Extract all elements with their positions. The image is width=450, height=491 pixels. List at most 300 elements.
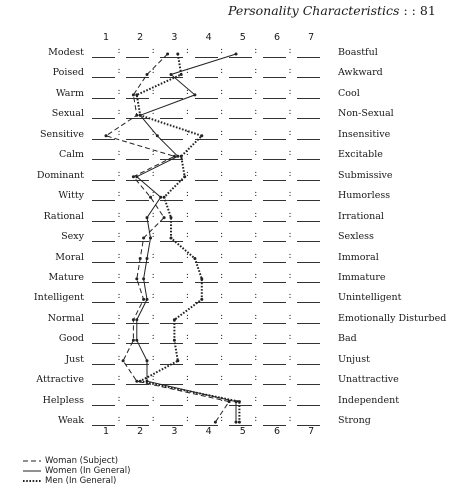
rating-blank[interactable] (92, 159, 115, 160)
scale-colon: : (254, 270, 258, 281)
rating-blank[interactable] (263, 98, 286, 99)
scale-colon: : (288, 373, 292, 384)
rating-blank[interactable] (92, 282, 115, 283)
rating-blank[interactable] (263, 384, 286, 385)
rating-blank[interactable] (92, 323, 115, 324)
rating-blank[interactable] (195, 323, 218, 324)
trait-left-label: Normal (47, 312, 84, 324)
rating-blank[interactable] (92, 262, 115, 263)
rating-blank[interactable] (263, 262, 286, 263)
scale-colon: : (254, 332, 258, 343)
scale-numbers-top (0, 32, 450, 46)
trait-left-label: Rational (43, 210, 84, 222)
scale-colon: : (220, 352, 224, 363)
rating-blank[interactable] (297, 118, 320, 119)
scale-colon: : (254, 393, 258, 404)
scale-colon: : (185, 107, 189, 118)
page-number: 81 (419, 3, 436, 18)
scale-colon: : (151, 352, 155, 363)
scale-colon: : (288, 46, 292, 56)
scale-colon: : (151, 46, 155, 56)
trait-left-label: Sensitive (39, 128, 84, 140)
scale-colon: : (220, 230, 224, 241)
trait-right-label: Unattractive (338, 374, 399, 386)
rating-blank[interactable] (160, 364, 183, 365)
rating-blank[interactable] (160, 282, 183, 283)
rating-blank[interactable] (263, 282, 286, 283)
trait-left-label: Sexual (51, 108, 84, 120)
scale-colon: : (254, 209, 258, 220)
scale-colon: : (151, 373, 155, 384)
rating-blank[interactable] (297, 241, 320, 242)
scale-colon: : (288, 270, 292, 281)
page-header (228, 3, 436, 18)
scale-colon: : (117, 189, 121, 200)
rating-blank[interactable] (160, 302, 183, 303)
scale-colon: : (254, 352, 258, 363)
rating-blank[interactable] (126, 384, 149, 385)
scale-colon: : (288, 414, 292, 425)
scale-colon: : (117, 107, 121, 118)
rating-blank[interactable] (92, 221, 115, 222)
trait-right-label: Awkward (338, 67, 383, 79)
rating-blank[interactable] (160, 221, 183, 222)
rating-blank[interactable] (263, 302, 286, 303)
rating-blank[interactable] (195, 221, 218, 222)
trait-left-label: Dominant (36, 169, 84, 181)
rating-blank[interactable] (195, 343, 218, 344)
rating-blank[interactable] (297, 180, 320, 181)
rating-blank[interactable] (229, 118, 252, 119)
rating-blank[interactable] (160, 77, 183, 78)
rating-blank[interactable] (263, 241, 286, 242)
scale-colon: : (220, 291, 224, 302)
scale-number: 3 (171, 32, 178, 43)
trait-right-label: Unintelligent (338, 292, 402, 304)
scale-colon: : (220, 311, 224, 322)
scale-colon: : (220, 373, 224, 384)
scale-number: 6 (273, 32, 281, 43)
rating-blank[interactable] (297, 221, 320, 222)
scale-colon: : (151, 86, 155, 97)
rating-blank[interactable] (160, 323, 183, 324)
scale-colon: : (185, 86, 189, 97)
rating-blank[interactable] (297, 159, 320, 160)
rating-blank[interactable] (126, 180, 149, 181)
scale-number: 6 (273, 426, 281, 437)
rating-blank[interactable] (160, 159, 183, 160)
trait-right-label: Emotionally Disturbed (338, 312, 447, 324)
rating-blank[interactable] (126, 57, 149, 58)
rating-blank[interactable] (229, 241, 252, 242)
scale-colon: : (151, 393, 155, 404)
trait-row (0, 47, 450, 61)
rating-blank[interactable] (126, 118, 149, 119)
trait-left-label: Modest (48, 47, 84, 58)
trait-right-label: Boastful (338, 47, 378, 58)
rating-blank[interactable] (160, 57, 183, 58)
trait-row (0, 272, 450, 286)
rating-blank[interactable] (229, 323, 252, 324)
rating-blank[interactable] (297, 323, 320, 324)
rating-blank[interactable] (229, 302, 252, 303)
rating-blank[interactable] (195, 282, 218, 283)
scale-number: 7 (308, 32, 315, 43)
scale-colon: : (151, 148, 155, 159)
rating-blank[interactable] (229, 159, 252, 160)
rating-blank[interactable] (126, 282, 149, 283)
trait-row (0, 67, 450, 81)
rating-blank[interactable] (229, 262, 252, 263)
rating-blank[interactable] (229, 200, 252, 201)
rating-blank[interactable] (229, 139, 252, 140)
rating-blank[interactable] (263, 77, 286, 78)
trait-right-label: Independent (338, 394, 400, 406)
trait-right-label: Cool (338, 87, 360, 99)
scale-colon: : (220, 66, 224, 77)
scale-colon: : (117, 393, 121, 404)
scale-colon: : (117, 311, 121, 322)
trait-row (0, 313, 450, 327)
scale-colon: : (117, 270, 121, 281)
rating-blank[interactable] (92, 405, 115, 406)
rating-blank[interactable] (126, 364, 149, 365)
scale-colon: : (254, 148, 258, 159)
scale-numbers-bottom (0, 426, 450, 440)
scale-colon: : (117, 86, 121, 97)
scale-colon: : (117, 332, 121, 343)
rating-blank[interactable] (92, 241, 115, 242)
scale-colon: : (288, 127, 292, 138)
trait-left-label: Weak (57, 415, 84, 427)
scale-colon: : (151, 270, 155, 281)
scale-colon: : (254, 414, 258, 425)
rating-blank[interactable] (297, 405, 320, 406)
rating-blank[interactable] (195, 159, 218, 160)
rating-blank[interactable] (126, 77, 149, 78)
scale-colon: : (151, 230, 155, 241)
scale-colon: : (288, 189, 292, 200)
rating-blank[interactable] (160, 343, 183, 344)
rating-blank[interactable] (297, 57, 320, 58)
rating-blank[interactable] (195, 384, 218, 385)
scale-number: 3 (171, 426, 178, 437)
rating-blank[interactable] (126, 221, 149, 222)
scale-colon: : (185, 189, 189, 200)
rating-blank[interactable] (92, 384, 115, 385)
scale-colon: : (220, 46, 224, 56)
legend-swatch (22, 468, 42, 474)
trait-right-label: Excitable (338, 149, 383, 161)
scale-colon: : (220, 414, 224, 425)
scale-number: 5 (239, 426, 246, 437)
rating-blank[interactable] (92, 343, 115, 344)
rating-blank[interactable] (229, 180, 252, 181)
scale-colon: : (288, 148, 292, 159)
trait-left-label: Witty (58, 190, 84, 202)
trait-left-label: Good (58, 333, 84, 345)
scale-colon: : (220, 127, 224, 138)
scale-colon: : (254, 250, 258, 261)
rating-blank[interactable] (263, 200, 286, 201)
rating-blank[interactable] (126, 405, 149, 406)
scale-colon: : (151, 311, 155, 322)
trait-row (0, 354, 450, 368)
scale-number: 1 (102, 32, 110, 43)
trait-right-label: Strong (338, 415, 371, 427)
scale-colon: : (254, 86, 258, 97)
rating-blank[interactable] (195, 364, 218, 365)
rating-blank[interactable] (195, 302, 218, 303)
scale-colon: : (220, 107, 224, 118)
scale-colon: : (117, 148, 121, 159)
rating-blank[interactable] (297, 384, 320, 385)
scale-colon: : (254, 107, 258, 118)
scale-colon: : (117, 127, 121, 138)
scale-colon: : (185, 127, 189, 138)
scale-colon: : (288, 393, 292, 404)
rating-blank[interactable] (263, 57, 286, 58)
scale-number: 4 (205, 426, 212, 437)
trait-right-label: Immoral (338, 251, 379, 263)
trait-row (0, 190, 450, 204)
scale-colon: : (185, 148, 189, 159)
scale-colon: : (185, 393, 189, 404)
scale-colon: : (117, 414, 121, 425)
rating-blank[interactable] (92, 302, 115, 303)
rating-blank[interactable] (160, 241, 183, 242)
trait-right-label: Insensitive (338, 128, 391, 140)
scale-colon: : (185, 168, 189, 179)
scale-colon: : (254, 46, 258, 56)
scale-colon: : (117, 46, 121, 56)
rating-blank[interactable] (297, 343, 320, 344)
rating-blank[interactable] (160, 139, 183, 140)
scale-colon: : (254, 168, 258, 179)
trait-left-label: Mature (48, 271, 84, 283)
rating-blank[interactable] (160, 118, 183, 119)
trait-row (0, 129, 450, 143)
rating-blank[interactable] (160, 384, 183, 385)
scale-colon: : (288, 230, 292, 241)
legend-item (22, 456, 130, 466)
rating-blank[interactable] (195, 57, 218, 58)
trait-right-label: Irrational (338, 210, 384, 222)
legend-label: Men (In General) (45, 476, 117, 486)
rating-blank[interactable] (229, 282, 252, 283)
scale-colon: : (151, 189, 155, 200)
trait-left-label: Sexy (61, 231, 84, 243)
rating-blank[interactable] (263, 221, 286, 222)
rating-blank[interactable] (126, 200, 149, 201)
scale-colon: : (185, 46, 189, 56)
rating-blank[interactable] (229, 384, 252, 385)
scale-colon: : (254, 66, 258, 77)
scale-colon: : (117, 168, 121, 179)
rating-blank[interactable] (195, 118, 218, 119)
scale-number: 1 (102, 426, 110, 437)
rating-blank[interactable] (297, 282, 320, 283)
scale-colon: : (151, 168, 155, 179)
rating-blank[interactable] (195, 405, 218, 406)
scale-colon: : (117, 230, 121, 241)
rating-blank[interactable] (126, 159, 149, 160)
scale-colon: : (220, 250, 224, 261)
scale-colon: : (254, 127, 258, 138)
trait-right-label: Bad (338, 333, 357, 345)
rating-blank[interactable] (126, 262, 149, 263)
scale-colon: : (151, 414, 155, 425)
scale-colon: : (117, 373, 121, 384)
rating-blank[interactable] (229, 221, 252, 222)
scale-number: 2 (137, 426, 144, 437)
scale-number: 4 (205, 32, 212, 43)
trait-right-label: Sexless (338, 231, 374, 243)
scale-colon: : (220, 168, 224, 179)
rating-blank[interactable] (229, 57, 252, 58)
rating-blank[interactable] (92, 118, 115, 119)
rating-blank[interactable] (263, 180, 286, 181)
rating-blank[interactable] (263, 405, 286, 406)
scale-colon: : (185, 209, 189, 220)
rating-blank[interactable] (229, 77, 252, 78)
scale-colon: : (151, 250, 155, 261)
scale-colon: : (220, 189, 224, 200)
rating-blank[interactable] (195, 200, 218, 201)
rating-blank[interactable] (126, 323, 149, 324)
scale-colon: : (288, 311, 292, 322)
rating-blank[interactable] (297, 77, 320, 78)
rating-blank[interactable] (263, 364, 286, 365)
scale-colon: : (117, 66, 121, 77)
scale-colon: : (185, 291, 189, 302)
scale-colon: : (220, 332, 224, 343)
rating-blank[interactable] (92, 200, 115, 201)
scale-colon: : (288, 66, 292, 77)
scale-colon: : (185, 66, 189, 77)
trait-right-label: Non-Sexual (338, 108, 394, 120)
rating-blank[interactable] (195, 77, 218, 78)
scale-colon: : (288, 168, 292, 179)
running-title: Personality Characteristics (228, 3, 400, 18)
scale-colon: : (185, 352, 189, 363)
rating-blank[interactable] (263, 343, 286, 344)
scale-colon: : (254, 291, 258, 302)
trait-row (0, 149, 450, 163)
rating-blank[interactable] (195, 180, 218, 181)
legend-swatch (22, 458, 42, 464)
rating-blank[interactable] (195, 241, 218, 242)
rating-blank[interactable] (263, 118, 286, 119)
trait-right-label: Unjust (338, 353, 370, 365)
rating-blank[interactable] (229, 364, 252, 365)
scale-colon: : (185, 373, 189, 384)
scale-colon: : (254, 311, 258, 322)
scale-colon: : (117, 291, 121, 302)
rating-blank[interactable] (160, 405, 183, 406)
scale-colon: : (288, 352, 292, 363)
rating-blank[interactable] (195, 262, 218, 263)
trait-row (0, 292, 450, 306)
scale-colon: : (288, 332, 292, 343)
rating-blank[interactable] (92, 77, 115, 78)
trait-row (0, 374, 450, 388)
scale-colon: : (185, 270, 189, 281)
rating-blank[interactable] (297, 200, 320, 201)
scale-colon: : (151, 291, 155, 302)
rating-blank[interactable] (92, 364, 115, 365)
rating-blank[interactable] (160, 180, 183, 181)
scale-number: 5 (239, 32, 246, 43)
rating-blank[interactable] (297, 302, 320, 303)
rating-blank[interactable] (160, 262, 183, 263)
trait-row (0, 231, 450, 245)
rating-blank[interactable] (229, 405, 252, 406)
scale-number: 7 (308, 426, 315, 437)
rating-blank[interactable] (92, 98, 115, 99)
scale-colon: : (288, 107, 292, 118)
rating-blank[interactable] (92, 180, 115, 181)
rating-blank[interactable] (126, 139, 149, 140)
rating-blank[interactable] (126, 98, 149, 99)
scale-colon: : (185, 230, 189, 241)
scale-colon: : (117, 209, 121, 220)
legend-item (22, 476, 130, 486)
rating-blank[interactable] (126, 302, 149, 303)
scale-colon: : (254, 373, 258, 384)
scale-colon: : (185, 332, 189, 343)
scale-colon: : (185, 311, 189, 322)
scale-colon: : (151, 66, 155, 77)
trait-row (0, 88, 450, 102)
rating-blank[interactable] (126, 343, 149, 344)
scale-colon: : (185, 414, 189, 425)
scale-colon: : (151, 332, 155, 343)
rating-blank[interactable] (160, 98, 183, 99)
rating-blank[interactable] (263, 139, 286, 140)
rating-blank[interactable] (297, 262, 320, 263)
rating-blank[interactable] (263, 323, 286, 324)
rating-blank[interactable] (297, 364, 320, 365)
scale-colon: : (117, 250, 121, 261)
rating-blank[interactable] (92, 57, 115, 58)
rating-blank[interactable] (195, 98, 218, 99)
scale-colon: : (288, 86, 292, 97)
rating-blank[interactable] (92, 139, 115, 140)
trait-right-label: Submissive (338, 169, 393, 181)
rating-blank[interactable] (263, 159, 286, 160)
rating-blank[interactable] (229, 343, 252, 344)
scale-colon: : (220, 86, 224, 97)
scale-colon: : (254, 189, 258, 200)
scale-colon: : (254, 230, 258, 241)
rating-blank[interactable] (229, 98, 252, 99)
legend-label: Women (In General) (45, 466, 131, 476)
rating-blank[interactable] (126, 241, 149, 242)
scale-colon: : (220, 393, 224, 404)
scale-colon: : (288, 250, 292, 261)
rating-blank[interactable] (297, 98, 320, 99)
scale-colon: : (288, 291, 292, 302)
rating-blank[interactable] (160, 200, 183, 201)
trait-row (0, 170, 450, 184)
rating-blank[interactable] (297, 139, 320, 140)
rating-blank[interactable] (195, 139, 218, 140)
scale-colon: : (220, 270, 224, 281)
trait-row (0, 211, 450, 225)
trait-left-label: Intelligent (33, 292, 84, 304)
trait-left-label: Warm (55, 87, 84, 99)
